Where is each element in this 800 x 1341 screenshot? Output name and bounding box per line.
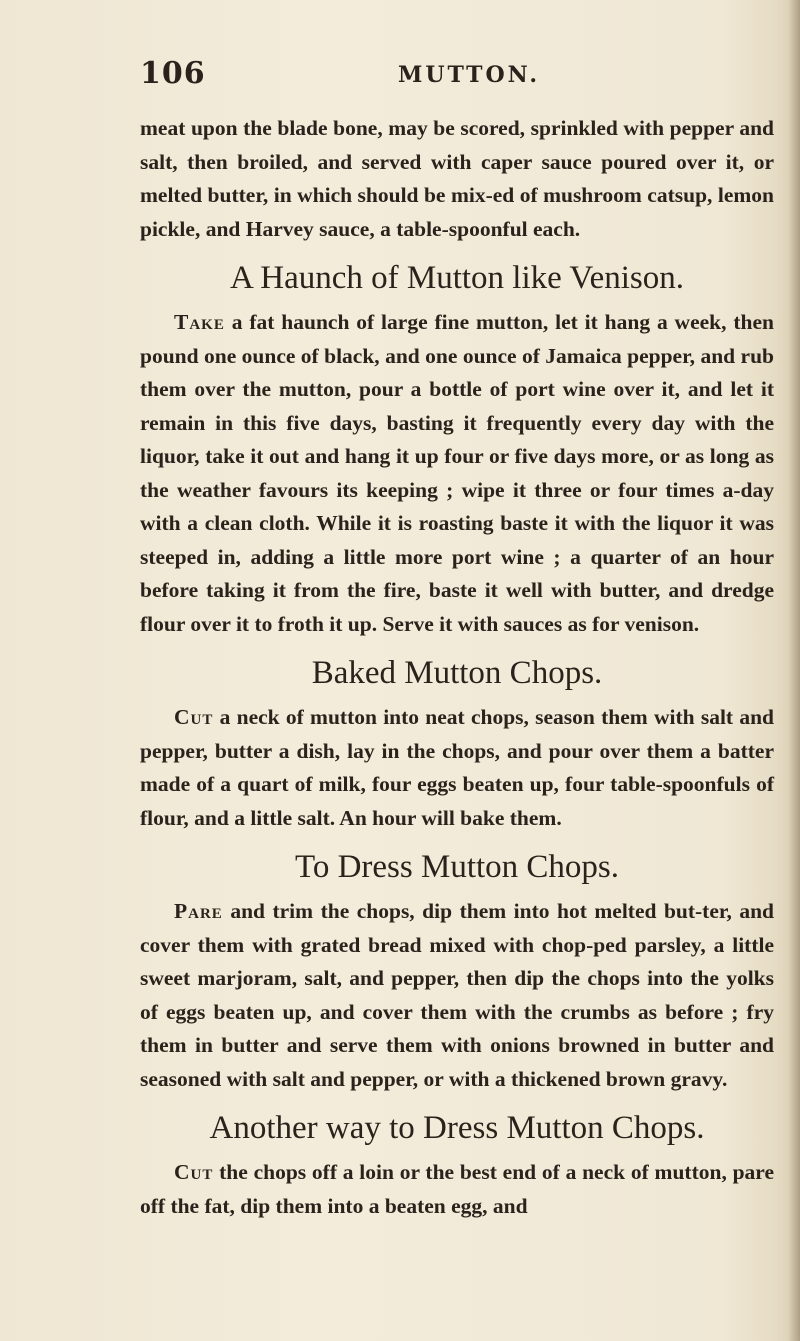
paragraph-text: a fat haunch of large fine mutton, let it hang a week, then pound one ounce of black, and one ounce of Jamaica pepper, and rub them over the mutton, pour a bottle of port wine over it, and let it remain in this five days, basting it frequently every day with the liquor, take it out and hang it up four or five days more, or as long as the weather favours its keeping ; wipe it three or four times a-day with a clean cloth. While it is roasting baste it with the liquor it was steeped in, adding a little more port wine ; a quarter of an hour before taking it from the fire, baste it well with butter, and dredge flour over it to froth it up. Serve it with sauces as for venison. (140, 310, 774, 636)
page-edge-shadow (788, 0, 800, 1341)
running-title: MUTTON. (398, 62, 541, 88)
recipe-heading-dress-chops: To Dress Mutton Chops. (294, 849, 620, 885)
page-number: 106 (140, 56, 206, 91)
recipe-paragraph-another-way (140, 1156, 774, 1223)
lead-word: Cut (174, 1160, 214, 1184)
recipe-paragraph-baked-chops (140, 701, 774, 835)
recipe-paragraph-dress-chops (140, 895, 774, 1096)
continuation-paragraph: meat upon the blade bone, may be scored, sprinkled with pepper and salt, then broiled, and served with caper sauce poured over it, or melted butter, in which should be mix-ed of mushroom catsup, lemon pickle, and Harvey sauce, a table-spoonful each. (140, 116, 774, 241)
running-head (120, 56, 780, 96)
paragraph-text: a neck of mutton into neat chops, season them with salt and pepper, butter a dish, lay in the chops, and pour over them a batter made of a quart of milk, four eggs beaten up, four table-spoonfuls of flour, and a little salt. An hour will bake them. (140, 705, 774, 830)
lead-word: Pare (174, 899, 223, 923)
lead-word: Cut (174, 705, 214, 729)
recipe-paragraph-haunch (140, 306, 774, 641)
recipe-heading-another-way: Another way to Dress Mutton Chops. (209, 1110, 705, 1146)
body-text (140, 112, 774, 1223)
lead-word: Take (174, 310, 225, 334)
recipe-heading-haunch: A Haunch of Mutton like Venison. (229, 260, 685, 296)
paragraph-text: the chops off a loin or the best end of a neck of mutton, pare off the fat, dip them into a beaten egg, and (140, 1160, 774, 1218)
paragraph-text: and trim the chops, dip them into hot melted but-ter, and cover them with grated bread mixed with chop-ped parsley, a little sweet marjoram, salt, and pepper, then dip the chops into the yolks of eggs beaten up, and cover them with the crumbs as before ; fry them in butter and serve them with onions browned in butter and seasoned with salt and pepper, or with a thickened brown gravy. (140, 899, 774, 1091)
recipe-heading-baked-chops: Baked Mutton Chops. (311, 655, 603, 691)
